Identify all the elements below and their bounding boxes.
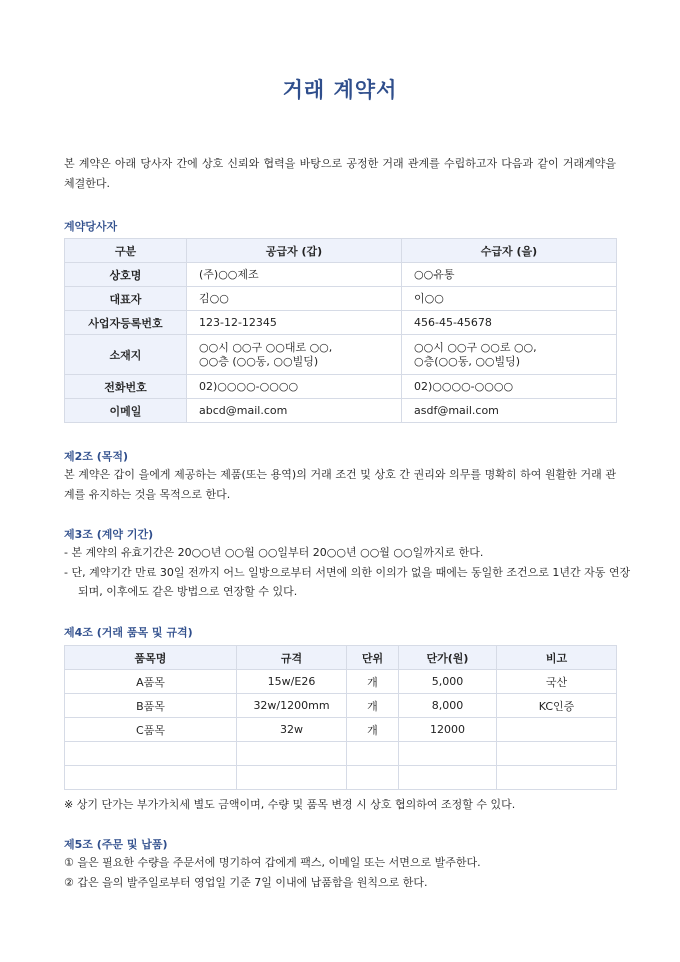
item-name bbox=[65, 742, 237, 766]
items-header-row bbox=[65, 646, 617, 670]
row-label: 대표자 bbox=[65, 287, 187, 311]
article3-item-1: - 본 계약의 유효기간은 20○○년 ○○월 ○○일부터 20○○년 ○○월 ○○일까지로 한다. bbox=[64, 546, 484, 559]
document-title: 거래 계약서 bbox=[282, 78, 398, 102]
item-spec bbox=[237, 742, 347, 766]
article3-item-2: - 단, 계약기간 만료 30일 전까지 어느 일방으로부터 서면에 의한 이의가 없을 때에는 동일한 조건으로 1년간 자동 연장되며, 이후에도 같은 방법으로 연장할 수 있다. bbox=[64, 566, 631, 598]
parties-row-address bbox=[65, 335, 617, 375]
item-unit: 개 bbox=[347, 670, 399, 694]
item-unit bbox=[347, 766, 399, 790]
buyer-address-line1: ○○시 ○○구 ○○로 ○○, bbox=[414, 340, 537, 354]
article2-text: 본 계약은 갑이 을에게 제공하는 제품(또는 용역)의 거래 조건 및 상호 간 권리와 의무를 명확히 하여 원활한 거래 관계를 유지하는 것을 목적으로 한다. bbox=[64, 468, 616, 501]
buyer-email: asdf@mail.com bbox=[402, 399, 617, 423]
parties-row-ceo bbox=[65, 287, 617, 311]
parties-row-phone bbox=[65, 375, 617, 399]
row-label: 소재지 bbox=[65, 335, 187, 375]
parties-row-company bbox=[65, 263, 617, 287]
item-spec bbox=[237, 766, 347, 790]
item-note: 국산 bbox=[497, 670, 617, 694]
items-table bbox=[64, 645, 617, 790]
item-name: A품목 bbox=[65, 670, 237, 694]
buyer-company: ○○유통 bbox=[402, 263, 617, 287]
parties-header-category: 구분 bbox=[65, 239, 187, 263]
parties-table bbox=[64, 238, 617, 423]
items-header-unit: 단위 bbox=[347, 646, 399, 670]
items-header-name: 품목명 bbox=[65, 646, 237, 670]
supplier-address bbox=[187, 335, 402, 375]
parties-header-supplier: 공급자 (갑) bbox=[187, 239, 402, 263]
parties-row-email bbox=[65, 399, 617, 423]
row-label: 이메일 bbox=[65, 399, 187, 423]
buyer-ceo: 이○○ bbox=[402, 287, 617, 311]
table-row-empty bbox=[65, 742, 617, 766]
buyer-phone: 02)○○○○-○○○○ bbox=[402, 375, 617, 399]
item-price: 12000 bbox=[399, 718, 497, 742]
item-price bbox=[399, 766, 497, 790]
item-spec: 32w bbox=[237, 718, 347, 742]
article3-heading: 제3조 (계약 기간) bbox=[64, 528, 154, 541]
table-row bbox=[65, 670, 617, 694]
item-unit: 개 bbox=[347, 694, 399, 718]
supplier-bizno: 123-12-12345 bbox=[187, 311, 402, 335]
item-price: 8,000 bbox=[399, 694, 497, 718]
item-spec: 32w/1200mm bbox=[237, 694, 347, 718]
supplier-phone: 02)○○○○-○○○○ bbox=[187, 375, 402, 399]
item-name: C품목 bbox=[65, 718, 237, 742]
item-name bbox=[65, 766, 237, 790]
item-note bbox=[497, 766, 617, 790]
buyer-address bbox=[402, 335, 617, 375]
item-note bbox=[497, 718, 617, 742]
table-row-empty bbox=[65, 766, 617, 790]
article5-item-1: ① 을은 필요한 수량을 주문서에 명기하여 갑에게 팩스, 이메일 또는 서면으로 발주한다. bbox=[64, 856, 481, 869]
row-label: 사업자등록번호 bbox=[65, 311, 187, 335]
row-label: 상호명 bbox=[65, 263, 187, 287]
parties-header-row bbox=[65, 239, 617, 263]
intro-paragraph: 본 계약은 아래 당사자 간에 상호 신뢰와 협력을 바탕으로 공정한 거래 관계를 수립하고자 다음과 같이 거래계약을 체결한다. bbox=[64, 157, 616, 190]
article2-heading: 제2조 (목적) bbox=[64, 450, 129, 463]
parties-row-bizno bbox=[65, 311, 617, 335]
article4-heading: 제4조 (거래 품목 및 규격) bbox=[64, 626, 193, 639]
item-note bbox=[497, 742, 617, 766]
article5-item-2: ② 갑은 을의 발주일로부터 영업일 기준 7일 이내에 납품함을 원칙으로 한다. bbox=[64, 876, 428, 889]
parties-header-buyer: 수급자 (을) bbox=[402, 239, 617, 263]
items-header-price: 단가(원) bbox=[399, 646, 497, 670]
row-label: 전화번호 bbox=[65, 375, 187, 399]
price-note: ※ 상기 단가는 부가가치세 별도 금액이며, 수량 및 품목 변경 시 상호 협의하여 조정할 수 있다. bbox=[64, 798, 516, 811]
item-unit: 개 bbox=[347, 718, 399, 742]
item-price: 5,000 bbox=[399, 670, 497, 694]
article5-heading: 제5조 (주문 및 납품) bbox=[64, 838, 168, 851]
item-unit bbox=[347, 742, 399, 766]
table-row bbox=[65, 718, 617, 742]
item-note: KC인증 bbox=[497, 694, 617, 718]
item-name: B품목 bbox=[65, 694, 237, 718]
supplier-address-line2: ○○층 (○○동, ○○빌딩) bbox=[199, 354, 319, 368]
supplier-ceo: 김○○ bbox=[187, 287, 402, 311]
supplier-address-line1: ○○시 ○○구 ○○대로 ○○, bbox=[199, 340, 333, 354]
item-price bbox=[399, 742, 497, 766]
buyer-address-line2: ○층(○○동, ○○빌딩) bbox=[414, 354, 521, 368]
supplier-company: (주)○○제조 bbox=[187, 263, 402, 287]
items-header-spec: 규격 bbox=[237, 646, 347, 670]
items-header-note: 비고 bbox=[497, 646, 617, 670]
supplier-email: abcd@mail.com bbox=[187, 399, 402, 423]
buyer-bizno: 456-45-45678 bbox=[402, 311, 617, 335]
table-row bbox=[65, 694, 617, 718]
parties-heading: 계약당사자 bbox=[64, 220, 118, 233]
item-spec: 15w/E26 bbox=[237, 670, 347, 694]
